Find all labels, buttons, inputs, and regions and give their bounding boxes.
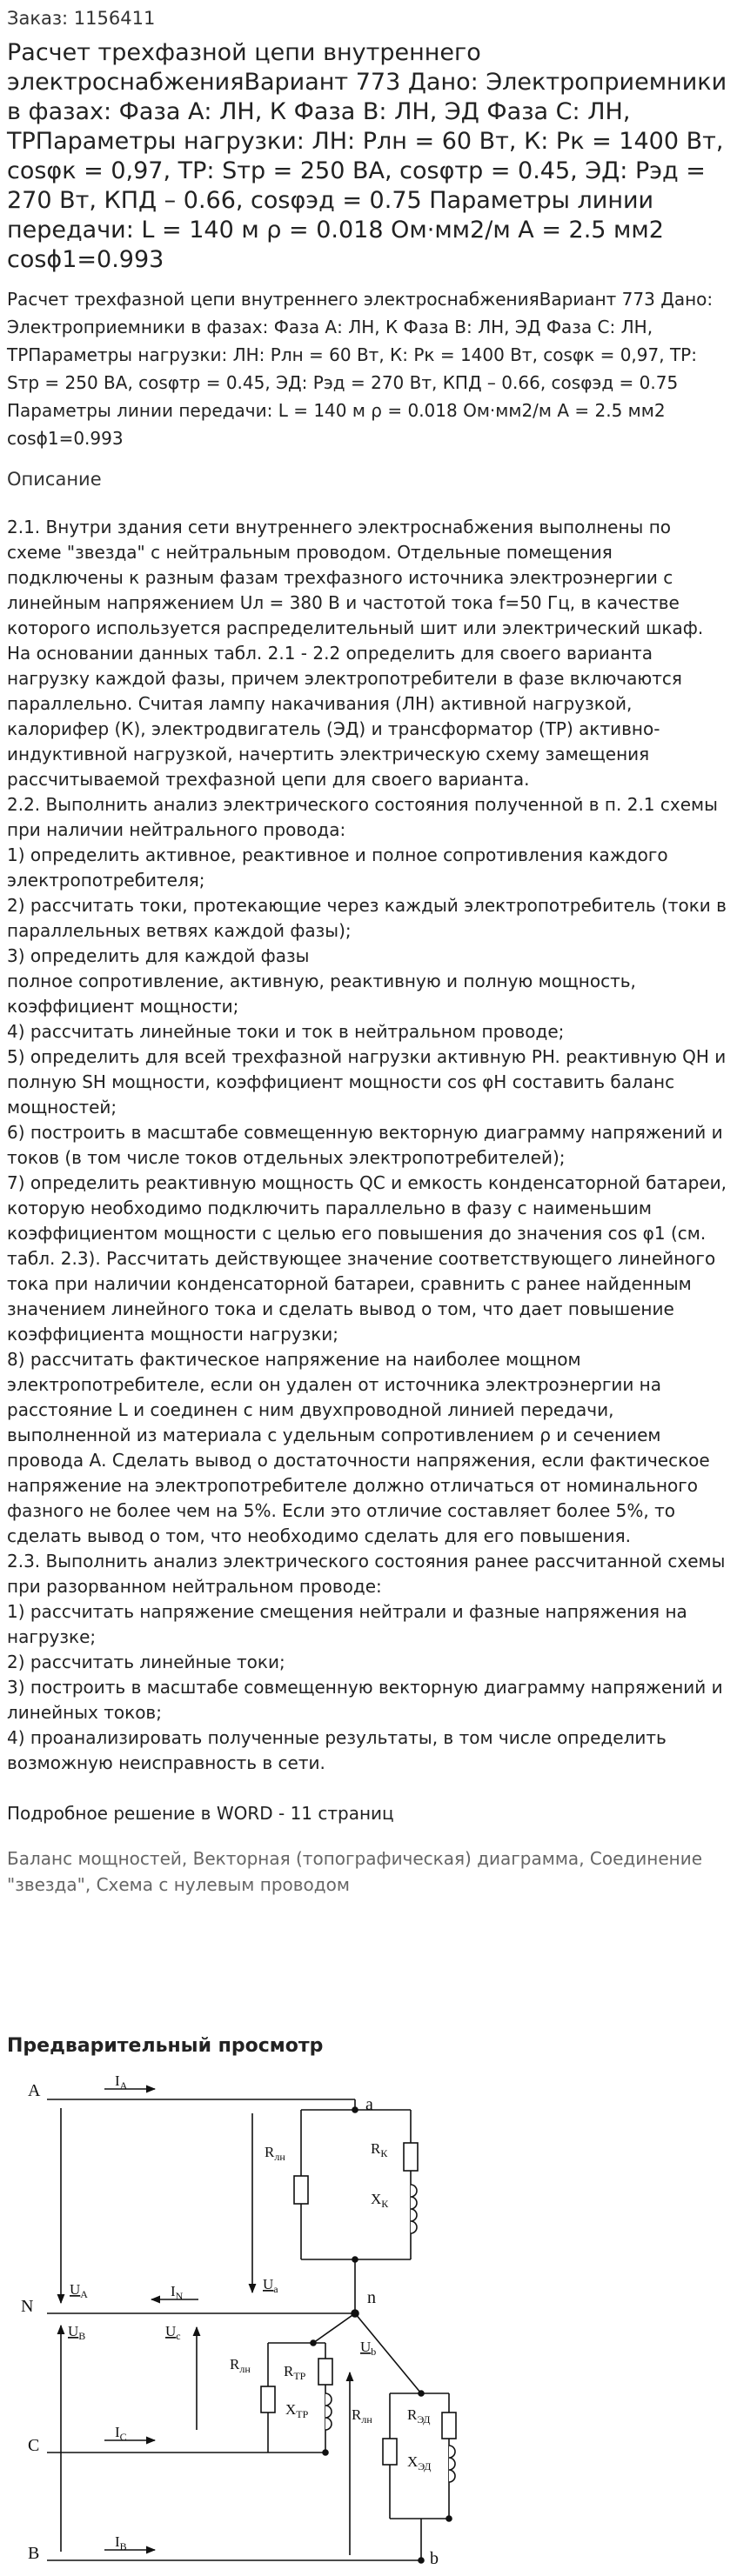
label-xed: $X_{ЭД}$ xyxy=(407,2453,432,2473)
label-red: $R_{ЭД}$ xyxy=(407,2406,431,2426)
label-rtr: $R_{ТР}$ xyxy=(284,2363,306,2382)
node-dot-a xyxy=(352,2107,358,2112)
inductor-xed xyxy=(449,2446,455,2482)
tag-link[interactable]: Баланс мощностей xyxy=(7,1848,182,1869)
preview-title: Предварительный просмотр xyxy=(7,2035,324,2057)
current-label-IC: $I_C$ xyxy=(115,2424,127,2443)
current-label-IB: $I_B$ xyxy=(115,2533,127,2553)
inductor-xk xyxy=(411,2185,417,2233)
description-label: Описание xyxy=(7,469,102,490)
voltage-label-UB: $U_B$ xyxy=(68,2323,86,2342)
node-label-n: n xyxy=(367,2288,376,2307)
neutral-to-phase-c xyxy=(313,2313,355,2343)
node-label-a: a xyxy=(365,2095,373,2114)
lead-text: Расчет трехфазной цепи внутреннего электроснабженияВариант 773 Дано: Электроприемники в фазах: Фаза А: ЛН, К Фаза В: ЛН, ЭД Фаза С: ЛН, ТРПараметры нагрузки: ЛН: Pлн = 60 Вт, К: Pк = 1400 Вт, cosφк = 0,97, ТР: Sтр = 250 ВА, cosφтр = 0.45, ЭД: Pэд = 270 Вт, КПД – 0.66, cosφэд = 0.75 Параметры линии передачи: L = 140 м ρ = 0.018 Ом·мм2/м A = 2.5 мм2 cosϕ1=0.993 xyxy=(7,289,714,449)
label-xtr: $X_{ТР}$ xyxy=(285,2401,309,2420)
voltage-label-UA: $U_A$ xyxy=(70,2281,88,2300)
node-dot-b-bottom xyxy=(446,2516,452,2521)
description-text: 2.1. Внутри здания сети внутреннего электроснабжения выполнены по схеме "звезда" с нейтральным проводом. Отдельные помещения подключены к разным фазам трехфазного источника электроэнергии с линейным напряжением Uл = 380 В и частотой тока f=50 Гц, в качестве которого используется распределительный шит или электрический шкаф. На основании данных табл. 2.1 - 2.2 определить для своего варианта нагрузку каждой фазы, причем электропотребители в фазе включаются параллельно. Считая лампу накачивания (ЛН) активной нагрузкой, калорифер (К), электродвигатель (ЭД) и трансформатор (ТР) активно-индуктивной нагрузкой, начертить электрическую схему замещения рассчитываемой трехфазной цепи для своего варианта. 2.2. Выполнить анализ электрического состояния полученной в п. 2.1 схемы при наличии нейтрального провода: 1) определить активное, реактивное и полное сопротивления каждого электропотребителя; 2) рассчитать токи, протекающие через каждый электропотребитель (токи в параллельных ветвях каждой фазы); 3) определить для каждой фазы полное сопротивление, активную, реактивную и полную мощность, коэффициент мощности; 4) рассчитать линейные токи и ток в нейтральном проводе; 5) определить для всей трехфазной нагрузки активную PH. реактивную QH и полную SH мощности, коэффициент мощности cos φH составить баланс мощностей; 6) построить в масштабе совмещенную векторную диаграмму напряжений и токов (в том числе токов отдельных электропотребителей); 7) определить реактивную мощность QC и емкость конденсаторной батареи, которую необходимо подключить параллельно в фазу с наименьшим коэффициентом мощности с целью его повышения до значения cos φ1 (см. табл. 2.3). Рассчитать действующее значение соответствующего линейного тока при наличии конденсаторной батареи, сравнить с ранее найденным значением линейного тока и сделать вывод о том, что дает повышение коэффициента мощности нагрузки; 8) рассчитать фактическое напряжение на наиболее мощном электропотребителе, если он удален от источника электроэнергии на расстояние L и соединен с ним двухпроводной линией передачи, выполненной из материала с удельным сопротивлением ρ и сечением провода А. Сделать вывод о достаточности напряжения, если фактическое напряжение на электропотребителе должно отличаться от номинального фазного не более чем на 5%. Если это отличие составляет более 5%, то сделать вывод о том, что необходимо сделать для его повышения. 2.3. Выполнить анализ электрического состояния ранее рассчитанной схемы при разорванном нейтральном проводе: 1) рассчитать напряжение смещения нейтрали и фазные напряжения на нагрузке; 2) рассчитать линейные токи; 3) построить в масштабе совмещенную векторную диаграмму напряжений и линейных токов; 4) проанализировать полученные результаты, в том числе определить возможную неисправность в сети. Подробное решение в WORD - 11 страниц xyxy=(7,517,727,1824)
tag-link[interactable]: Векторная (топографическая) диаграмма xyxy=(192,1848,580,1869)
resistor-rln-c xyxy=(261,2386,275,2412)
tag-list xyxy=(7,1845,730,1898)
current-label-IA: $I_A$ xyxy=(115,2072,128,2092)
circuit-diagram xyxy=(7,2072,729,2573)
voltage-label-Ub: $U_b$ xyxy=(360,2339,377,2358)
label-rk: $R_К$ xyxy=(371,2140,388,2159)
current-label-IN: $I_N$ xyxy=(171,2283,184,2302)
label-xk: $X_К$ xyxy=(371,2191,389,2210)
voltage-label-Ua: $U_a$ xyxy=(263,2276,278,2295)
label-rln-c: $R_{лн}$ xyxy=(230,2356,251,2375)
voltage-label-Uc: $U_c$ xyxy=(165,2323,181,2342)
node-label-B: B xyxy=(28,2544,40,2563)
resistor-red xyxy=(442,2412,456,2439)
label-rln-b: $R_{лн}$ xyxy=(352,2406,372,2426)
tag-separator: , xyxy=(579,1848,590,1869)
node-label-N: N xyxy=(21,2297,34,2316)
node-label-A: A xyxy=(28,2081,41,2100)
resistor-rk xyxy=(404,2143,418,2171)
tag-link[interactable]: Соединение "звезда" xyxy=(7,1848,702,1895)
node-dot-b xyxy=(419,2558,424,2563)
resistor-rtr xyxy=(318,2359,332,2385)
node-dot-c-top xyxy=(311,2340,316,2346)
page-title: Расчет трехфазной цепи внутреннего электроснабженияВариант 773 Дано: Электроприемники в фазах: Фаза А: ЛН, К Фаза В: ЛН, ЭД Фаза С: ЛН, ТРПараметры нагрузки: ЛН: Pлн = 60 Вт, К: Pк = 1400 Вт, cosφк = 0,97, ТР: Sтр = 250 ВА, cosφтр = 0.45, ЭД: Pэд = 270 Вт, КПД – 0.66, cosφэд = 0.75 Параметры линии передачи: L = 140 м ρ = 0.018 Ом·мм2/м A = 2.5 мм2 cosϕ1=0.993 xyxy=(7,39,727,273)
node-label-b: b xyxy=(430,2549,439,2568)
label-rln-a: $R_{лн}$ xyxy=(265,2144,285,2163)
tag-link[interactable]: Схема с нулевым проводом xyxy=(96,1874,350,1895)
resistor-rln-b xyxy=(383,2439,397,2465)
tag-separator: , xyxy=(84,1874,97,1895)
node-dot-b-top xyxy=(419,2391,424,2396)
node-dot-c-bottom xyxy=(323,2450,328,2455)
order-number: Заказ: 1156411 xyxy=(7,8,156,29)
node-label-C: C xyxy=(28,2436,40,2455)
resistor-rln-a xyxy=(294,2176,308,2204)
tag-separator: , xyxy=(181,1848,193,1869)
